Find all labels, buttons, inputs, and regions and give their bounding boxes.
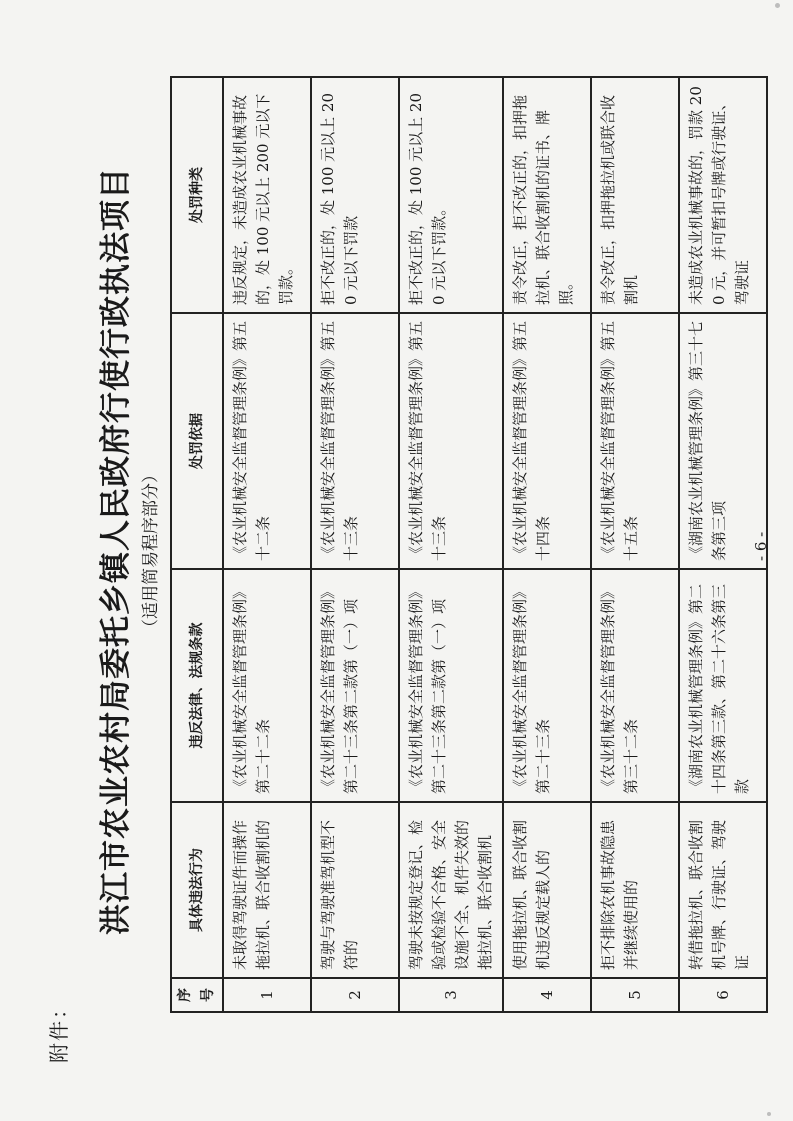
cell-law: 《农业机械安全监督管理条例》第二十三条第二款第（一）项 — [311, 569, 399, 802]
cell-no: 6 — [679, 978, 767, 1012]
cell-law: 《农业机械安全监督管理条例》第二十三条 — [503, 569, 591, 802]
cell-no: 4 — [503, 978, 591, 1012]
header-penalty: 处罚种类 — [171, 77, 223, 313]
enforcement-items-table — [170, 76, 768, 1013]
cell-penalty: 拒不改正的，处 100 元以上 200 元以下罚款 — [311, 77, 399, 313]
cell-no: 5 — [591, 978, 679, 1012]
attachment-label: 附件： — [47, 997, 71, 1063]
table-row — [591, 77, 679, 1012]
cell-basis: 《农业机械安全监督管理条例》第五十四条 — [503, 313, 591, 569]
document-subtitle: （适用简易程序部分） — [141, 466, 161, 636]
cell-law: 《农业机械安全监督管理条例》第二十二条 — [223, 569, 311, 802]
cell-law: 《农业机械安全监督管理条例》第二十三条第二款第（一）项 — [399, 569, 503, 802]
table-row — [311, 77, 399, 1012]
table-header-row — [171, 77, 223, 1012]
document-title: 洪江市农业农村局委托乡镇人民政府行使行政执法项目 — [98, 167, 134, 935]
cell-basis: 《农业机械安全监督管理条例》第五十三条 — [311, 313, 399, 569]
cell-behavior: 驾驶与驾驶准驾机型不符的 — [311, 802, 399, 978]
cell-behavior: 驾驶未按规定登记、检验或检验不合格、安全设施不全、机件失效的拖拉机、联合收割机 — [399, 802, 503, 978]
cell-no: 2 — [311, 978, 399, 1012]
cell-penalty: 拒不改正的，处 100 元以上 200 元以下罚款。 — [399, 77, 503, 313]
cell-basis: 《农业机械安全监督管理条例》第五十三条 — [399, 313, 503, 569]
cell-law: 《湖南农业机械管理条例》第二十四条第三款、第二十六条第三款 — [679, 569, 767, 802]
cell-penalty: 责令改正，扣押拖拉机或联合收割机 — [591, 77, 679, 313]
table-row — [223, 77, 311, 1012]
cell-no: 1 — [223, 978, 311, 1012]
cell-penalty: 责令改正，拒不改正的，扣押拖拉机、联合收割机的证书、牌照。 — [503, 77, 591, 313]
cell-penalty: 违反规定，未造成农业机械事故的，处 100 元以上 200 元以下罚款。 — [223, 77, 311, 313]
scan-speck — [775, 3, 780, 8]
table-row — [503, 77, 591, 1012]
header-behavior: 具体违法行为 — [171, 802, 223, 978]
header-basis: 处罚依据 — [171, 313, 223, 569]
table-row — [399, 77, 503, 1012]
cell-behavior: 拒不排除农机事故隐患并继续使用的 — [591, 802, 679, 978]
page-number: - 6 - — [752, 531, 770, 561]
cell-basis: 《湖南农业机械管理条例》第三十七条第三项 — [679, 313, 767, 569]
header-no: 序号 — [171, 978, 223, 1012]
header-law: 违反法律、法规条款 — [171, 569, 223, 802]
cell-law: 《农业机械安全监督管理条例》第三十二条 — [591, 569, 679, 802]
cell-behavior: 使用拖拉机、联合收割机违反规定载人的 — [503, 802, 591, 978]
cell-basis: 《农业机械安全监督管理条例》第五十二条 — [223, 313, 311, 569]
cell-basis: 《农业机械安全监督管理条例》第五十五条 — [591, 313, 679, 569]
cell-behavior: 未取得驾驶证件而操作拖拉机、联合收割机的 — [223, 802, 311, 978]
cell-penalty: 未造成农业机械事故的，罚款 200 元，并可暂扣号牌或行驶证、驾驶证 — [679, 77, 767, 313]
scan-speck — [767, 1112, 771, 1116]
cell-no: 3 — [399, 978, 503, 1012]
cell-behavior: 转借拖拉机、联合收割机号牌、行驶证、驾驶证 — [679, 802, 767, 978]
